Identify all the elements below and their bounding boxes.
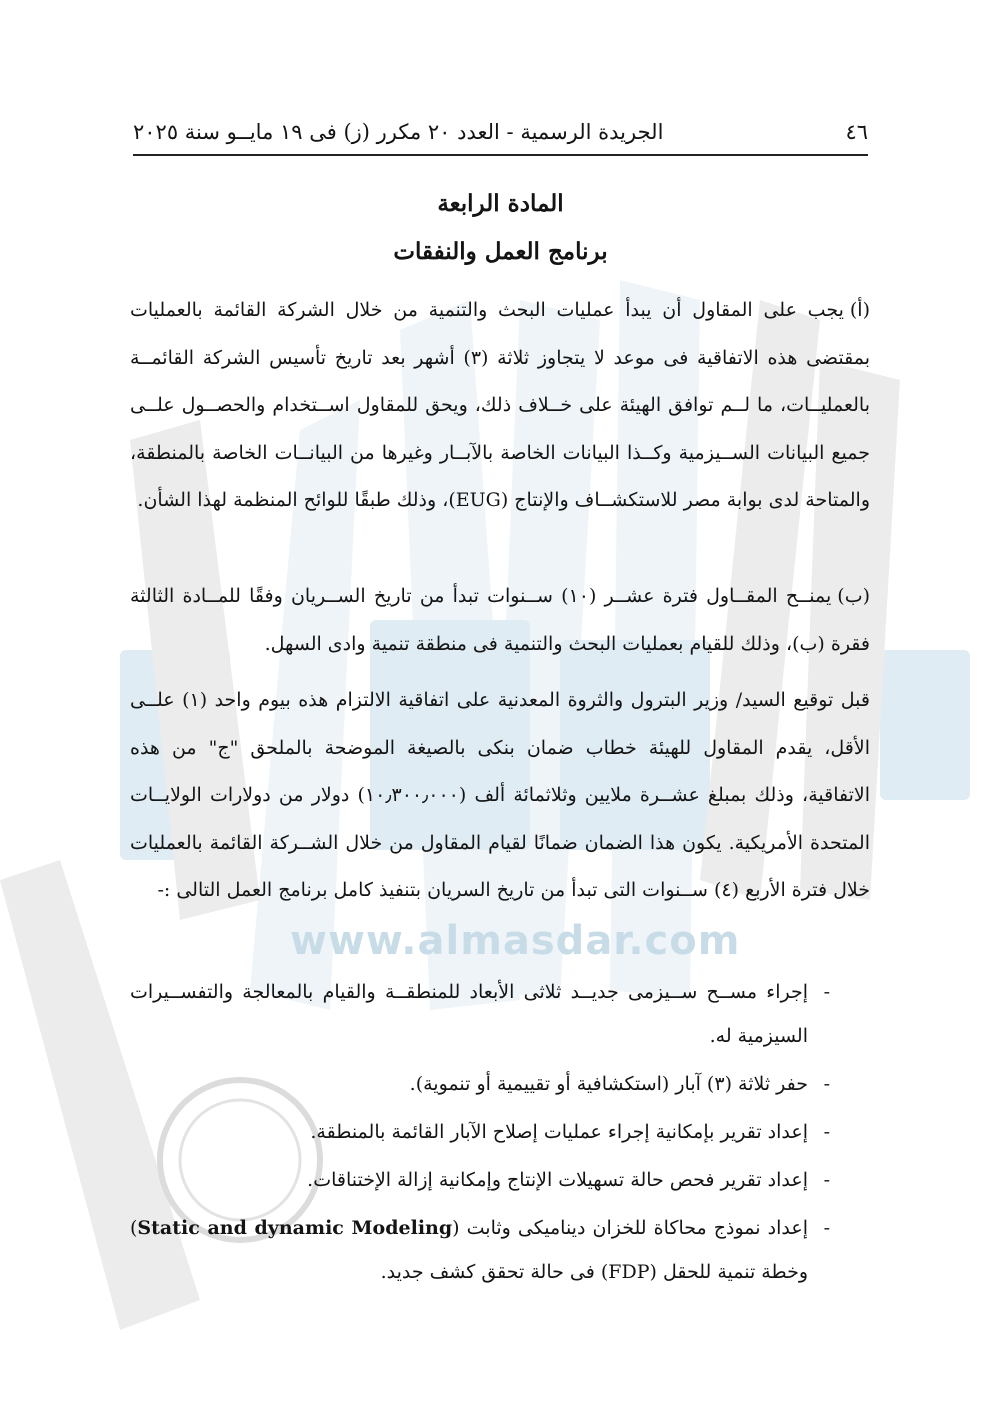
bullet-dash: - [823, 1217, 830, 1239]
bullet-dash: - [823, 1169, 830, 1191]
watermark-url: www.almasdar.com [290, 918, 741, 964]
list-item [130, 970, 830, 1058]
paragraph-label: (أ) [849, 299, 870, 321]
list-item [130, 1206, 830, 1294]
paragraph-label: (ب) [837, 585, 870, 607]
list-item-text: إعداد نموذج محاكاة للخزان ديناميكى وثابت ( [452, 1217, 808, 1239]
bullet-dash: - [823, 1121, 830, 1143]
list-item [130, 1062, 830, 1106]
bullet-dash: - [823, 981, 830, 1003]
paragraph-text: قبل توقيع السيد/ وزير البترول والثروة المعدنية على اتفاقية الالتزام هذه بيوم واحد (١) علــى الأقل، يقدم المقاول للهيئة خطاب ضمان بنكى بالصيغة الموضحة بالملحق "ج" من هذه الاتفاقية، وذلك بمبلغ عشــرة ملايين وثلاثمائة ألف (١٠٫٣٠٠٫٠٠٠) دولار من دولارات الولايــات المتحدة الأمريكية. يكون هذا الضمان ضمانًا لقيام المقاول من خلال الشــركة القائمة بالعمليات خلال فترة الأربع (٤) ســنوات التى تبدأ من تاريخ السريان بتنفيذ كامل برنامج العمل التالى :- [130, 689, 870, 901]
latin-term: Static and dynamic Modeling [137, 1217, 453, 1239]
list-item-text: إجراء مســح ســيزمى جديــد ثلاثى الأبعاد للمنطقــة والقيام بالمعالجة والتفســيرات السيزمية له. [130, 981, 808, 1047]
header-divider [133, 154, 868, 156]
article-title: المادة الرابعة [437, 190, 564, 217]
list-item-text: إعداد تقرير فحص حالة تسهيلات الإنتاج وإمكانية إزالة الإختناقات. [307, 1169, 808, 1191]
list-item [130, 1158, 830, 1202]
list-item-text: ) وخطة تنمية للحقل (FDP) فى حالة تحقق كشف جديد. [130, 1217, 808, 1283]
header-title: الجريدة الرسمية - العدد ٢٠ مكرر (ز) فى ١٩ مايــو سنة ٢٠٢٥ [133, 120, 664, 144]
paragraph-a [130, 287, 870, 525]
list-item [130, 1110, 830, 1154]
article-subtitle: برنامج العمل والنفقات [393, 238, 608, 265]
paragraph-b [130, 573, 870, 668]
work-program-list [130, 970, 830, 1298]
page-number: ٤٦ [845, 120, 868, 144]
bullet-dash: - [823, 1073, 830, 1095]
list-item-text: حفر ثلاثة (٣) آبار (استكشافية أو تقييمية أو تنموية). [409, 1073, 808, 1095]
page-header [133, 112, 868, 152]
paragraph-text: يمنــح المقــاول فترة عشــر (١٠) ســنوات تبدأ من تاريخ الســريان وفقًا للمــادة الثالثة فقرة (ب)، وذلك للقيام بعمليات البحث والتنمية فى منطقة تنمية وادى السهل. [130, 585, 870, 655]
paragraph-guarantee [130, 677, 870, 915]
paragraph-text: يجب على المقاول أن يبدأ عمليات البحث والتنمية من خلال الشركة القائمة بالعمليات بمقتضى هذه الاتفاقية فى موعد لا يتجاوز ثلاثة (٣) أشهر بعد تاريخ تأسيس الشركة القائمــة بالعمليــات، ما لــم توافق الهيئة على خــلاف ذلك، ويحق للمقاول اســتخدام والحصــول علــى جميع البيانات الســيزمية وكــذا البيانات الخاصة بالآبــار وغيرها من البيانــات الخاصة بالمنطقة، والمتاحة لدى بوابة مصر للاستكشــاف والإنتاج (EUG)، وذلك طبقًا للوائح المنظمة لهذا الشأن. [130, 299, 870, 511]
list-item-text: إعداد تقرير بإمكانية إجراء عمليات إصلاح الآبار القائمة بالمنطقة. [310, 1121, 808, 1143]
